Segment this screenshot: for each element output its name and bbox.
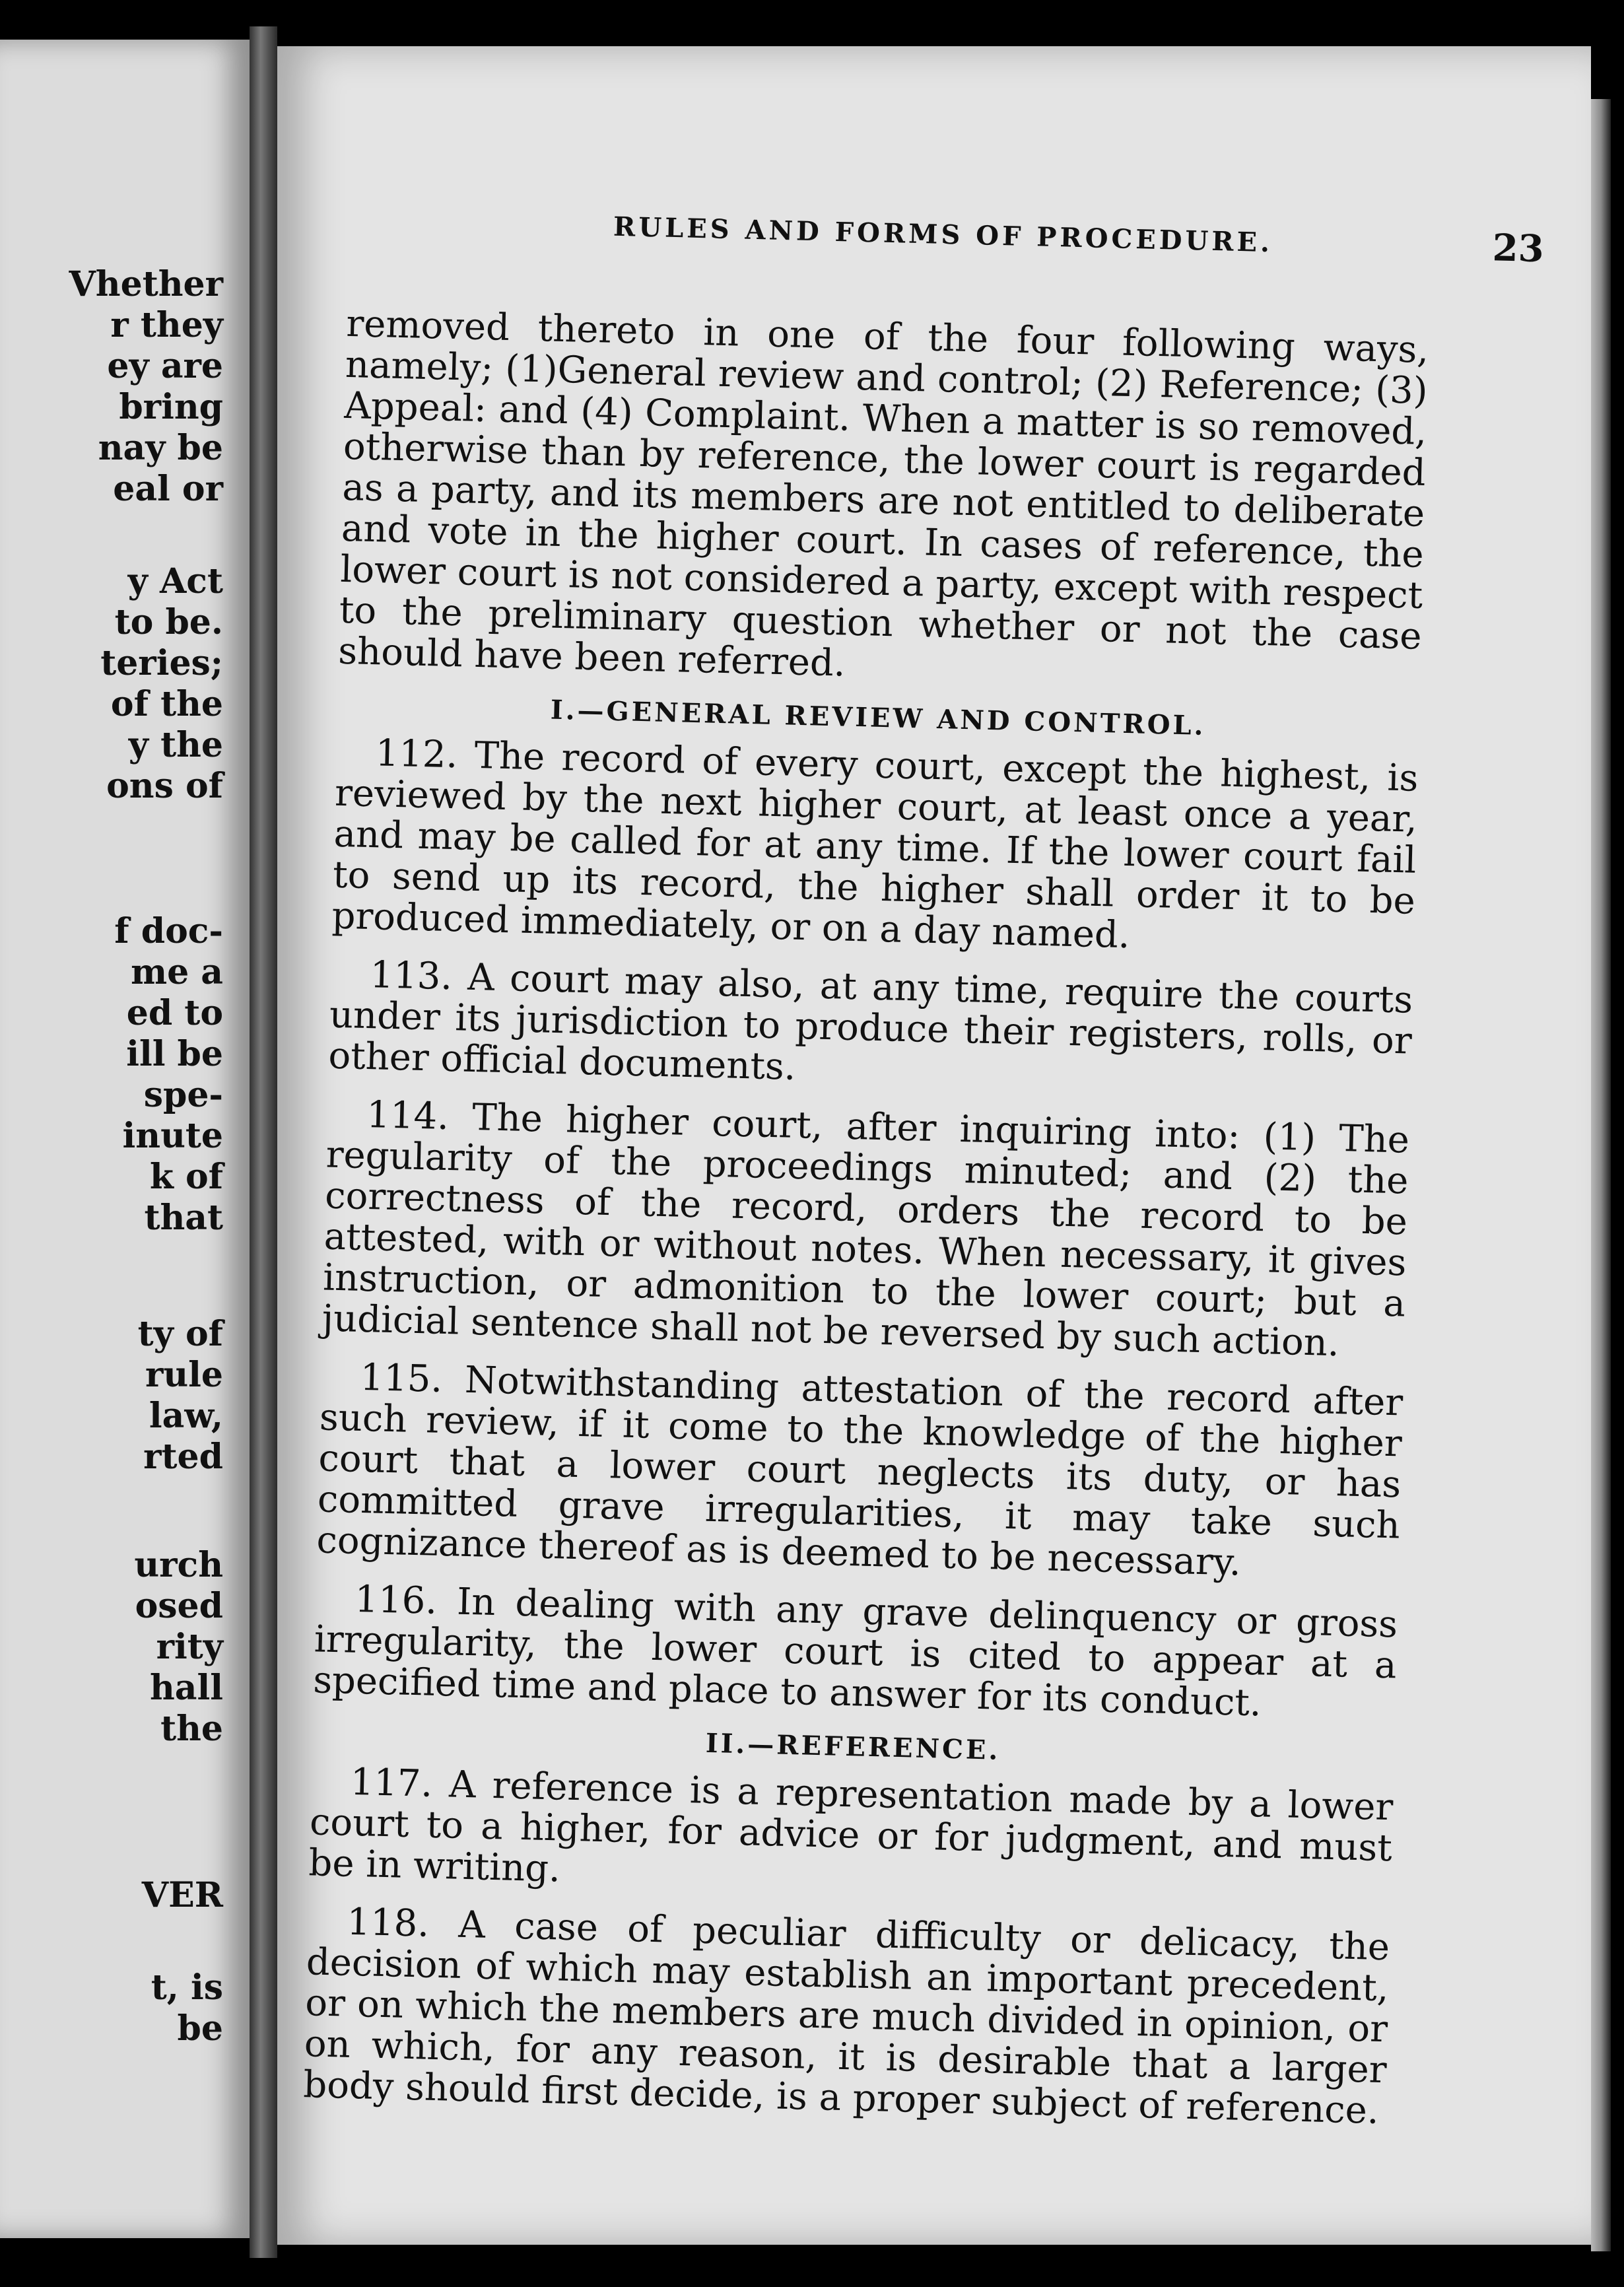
text-block: [302, 304, 1429, 2149]
right-page: [277, 46, 1591, 2245]
paragraph-115: 115. Notwithstanding attestation of the record after such review, if it come to the knowledge of the higher court that a lower court neglects its duty, or has committed grave irregularities, it may take such cognizance thereof as is deemed to be necessary.: [316, 1355, 1404, 1585]
paragraph-116: 116. In dealing with any grave delinquency or gross irregularity, the lower court is cited to appear at a specified time and place to answer for its conduct.: [312, 1577, 1398, 1725]
left-page: [0, 40, 250, 2238]
page-edge: [1591, 99, 1611, 2251]
left-page-fragment: osed: [135, 1586, 223, 1626]
left-page-fragment: me a: [131, 952, 223, 992]
book-gutter: [250, 26, 277, 2258]
left-page-fragment: f doc-: [114, 911, 223, 951]
left-page-fragment: k of: [149, 1157, 223, 1197]
left-page-fragment: ill be: [126, 1034, 223, 1074]
left-page-fragment: law,: [149, 1396, 223, 1436]
left-page-fragment: t, is: [151, 1967, 223, 2008]
page-number: 23: [1491, 226, 1545, 271]
section-heading-reference: II.—REFERENCE.: [705, 1727, 1001, 1766]
paragraph-114: 114. The higher court, after inquiring into: (1) The regularity of the proceedings minuted; and (2) the correctness of the record, orders the record to be attested, with or without notes. When necessary, it gives instruction, or admonition to the lower court; but a judicial sentence shall not be reversed by such action.: [321, 1093, 1410, 1365]
left-page-fragment: inute: [122, 1116, 223, 1156]
left-page-fragment: urch: [134, 1545, 223, 1585]
page-header: [349, 198, 1544, 280]
left-page-fragment: y the: [128, 725, 223, 765]
left-page-fragment: that: [144, 1198, 223, 1238]
left-page-fragment: ty of: [137, 1314, 223, 1354]
left-page-fragment: Vhether: [69, 264, 223, 304]
left-page-fragment: rule: [145, 1355, 223, 1395]
left-page-fragment: r they: [110, 305, 223, 345]
paragraph-117: 117. A reference is a representation made by a lower court to a higher, for advice or for judgment, and must be in writing.: [308, 1760, 1394, 1891]
left-page-fragment: teries;: [100, 643, 223, 683]
left-page-fragment: rted: [143, 1437, 223, 1477]
left-page-fragment: nay be: [98, 428, 223, 468]
left-page-fragment: hall: [149, 1668, 223, 1708]
left-page-fragment: eal or: [113, 469, 223, 509]
left-page-fragment: rity: [156, 1627, 223, 1667]
paragraph-112: 112. The record of every court, except the highest, is reviewed by the next higher court, at least once a year, and may be called for at any time. If the lower court fail to send up its record, the higher shall order it to be produced immediately, or on a day named.: [331, 732, 1419, 957]
left-page-fragment: ey are: [107, 346, 223, 386]
left-page-fragment: be: [177, 2008, 223, 2049]
left-page-fragment: bring: [119, 387, 223, 427]
left-page-fragment: spe-: [143, 1075, 223, 1115]
left-page-fragment: VER: [141, 1875, 223, 1915]
left-page-fragment: of the: [110, 684, 223, 724]
paragraph-113: 113. A court may also, at any time, require the courts under its jurisdiction to produce their registers, rolls, or other official documents.: [327, 953, 1413, 1089]
paragraph-118: 118. A case of peculiar difficulty or delicacy, the decision of which may establish an important precedent, or on which the members are much divided in opinion, or on which, for any reason, it is desirable that a larger body should first decide, is a proper subject of reference.: [302, 1900, 1390, 2133]
running-head: RULES AND FORMS OF PROCEDURE.: [613, 211, 1273, 259]
left-page-fragment: to be.: [114, 602, 223, 642]
section-heading-general-review: I.—GENERAL REVIEW AND CONTROL.: [550, 694, 1207, 741]
left-page-fragment: ons of: [106, 766, 223, 806]
left-page-fragment: ed to: [126, 993, 223, 1033]
intro-paragraph: removed thereto in one of the four following ways, namely; (1)General review and control; (2) Reference; (3) Appeal: and (4) Complaint. When a matter is so removed, otherwise than by reference, the lower court is regarded as a party, and its members are not entitled to deliberate and vote in the higher court. In cases of reference, the lower court is not considered a party, except with respect to the preliminary question whether or not the case should have been referred.: [337, 302, 1429, 685]
left-page-fragment: y Act: [127, 561, 223, 601]
left-page-fragment: the: [160, 1709, 223, 1749]
